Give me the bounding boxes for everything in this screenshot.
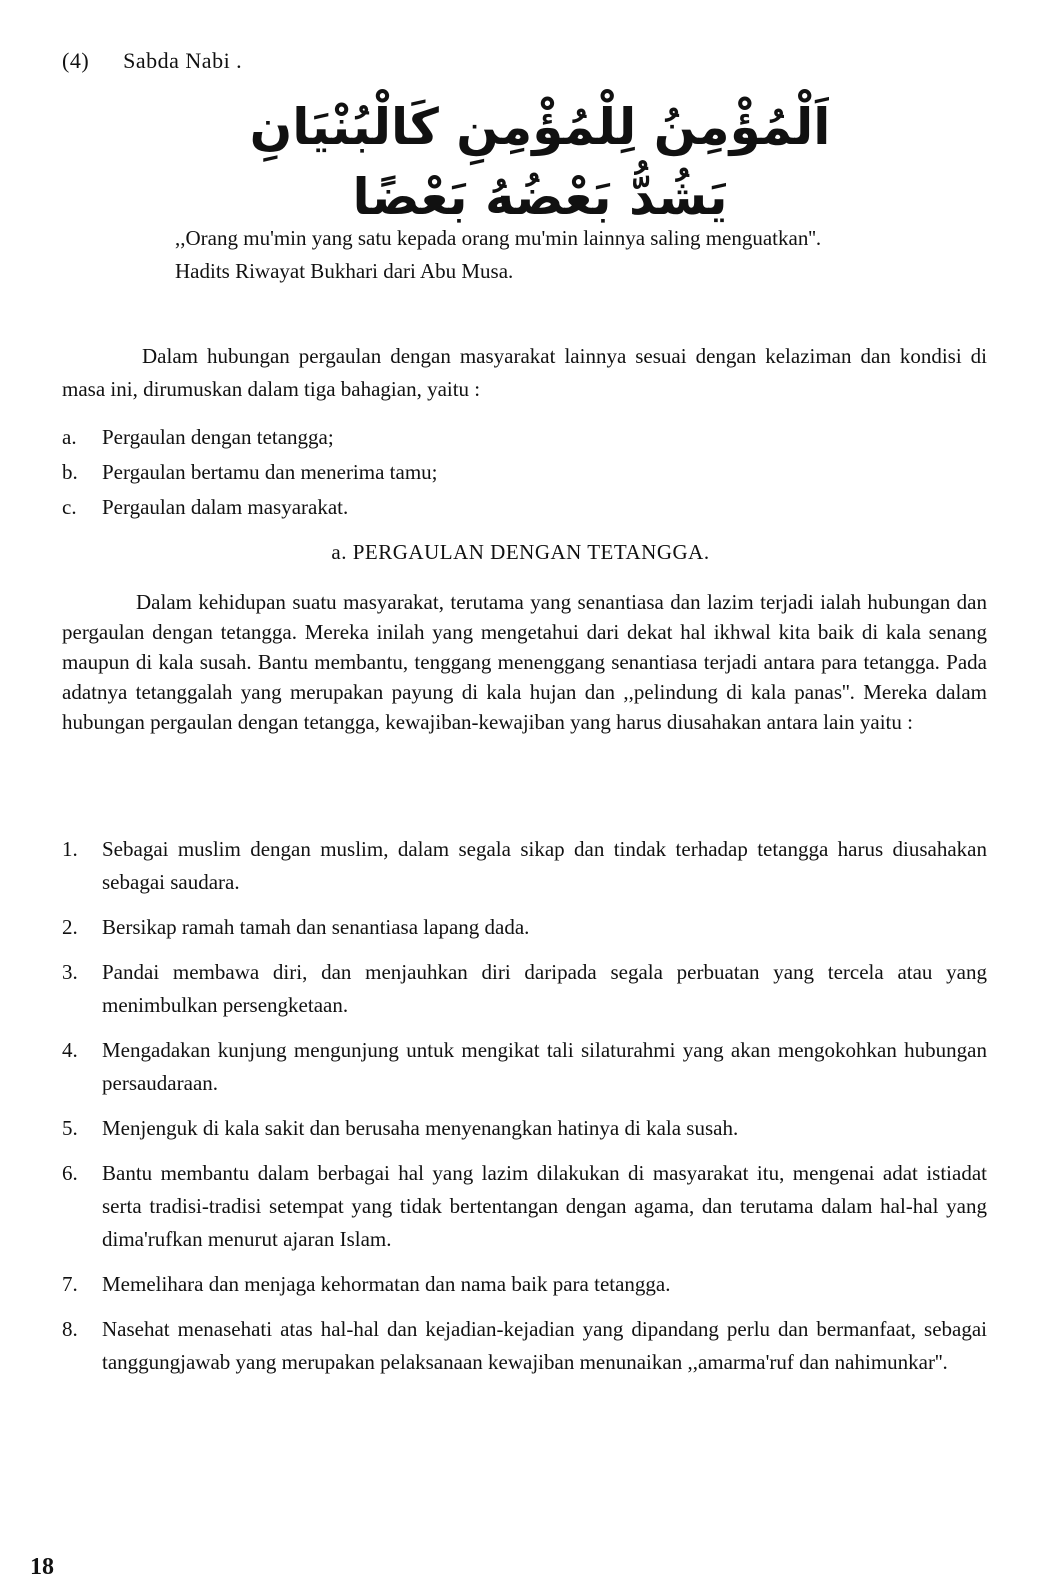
list-item-text: Pandai membawa diri, dan menjauhkan diri daripada segala perbuatan yang tercela atau yang menimbulkan persengketaan.	[102, 960, 987, 1017]
list-item	[62, 420, 962, 455]
obligation-list	[62, 833, 987, 1391]
list-marker: a.	[62, 425, 77, 449]
translation-quote: ,,Orang mu'min yang satu kepada orang mu'min lainnya saling menguatkan''.	[175, 226, 822, 250]
list-item-text: Pergaulan dalam masyarakat.	[102, 495, 349, 519]
chapter-title: Sabda Nabi .	[123, 48, 243, 73]
list-item	[62, 1313, 987, 1379]
list-item	[62, 1268, 987, 1301]
list-marker: 3.	[62, 960, 78, 984]
list-item-text: Pergaulan bertamu dan menerima tamu;	[102, 460, 438, 484]
list-item-text: Menjenguk di kala sakit dan berusaha menyenangkan hatinya di kala susah.	[102, 1116, 739, 1140]
translation-source: Hadits Riwayat Bukhari dari Abu Musa.	[175, 259, 514, 283]
list-marker: 1.	[62, 837, 78, 861]
list-item	[62, 1034, 987, 1100]
list-item-text: Memelihara dan menjaga kehormatan dan nama baik para tetangga.	[102, 1272, 671, 1296]
list-marker: 7.	[62, 1272, 78, 1296]
list-marker: b.	[62, 460, 78, 484]
list-item	[62, 911, 987, 944]
list-item	[62, 956, 987, 1022]
list-marker: 4.	[62, 1038, 78, 1062]
list-item-text: Bersikap ramah tamah dan senantiasa lapang dada.	[102, 915, 530, 939]
list-marker: 6.	[62, 1161, 78, 1185]
intro-paragraph: Dalam hubungan pergaulan dengan masyarakat lainnya sesuai dengan kelaziman dan kondisi di masa ini, dirumuskan dalam tiga bahagian, yaitu :	[62, 344, 987, 401]
list-item-text: Pergaulan dengan tetangga;	[102, 425, 334, 449]
list-item	[62, 833, 987, 899]
list-item-text: Nasehat menasehati atas hal-hal dan kejadian-kejadian yang dipandang perlu dan bermanfaat, sebagai tanggungjawab yang merupakan pelaksanaan kewajiban menunaikan ,,amarma'ruf dan nahimunkar''.	[102, 1317, 987, 1374]
list-marker: 2.	[62, 915, 78, 939]
list-item-text: Bantu membantu dalam berbagai hal yang lazim dilakukan di masyarakat itu, mengenai adat istiadat serta tradisi-tradisi setempat yang tidak bertentangan dengan agama, dan terutama dalam hal-hal yang dima'rufkan menurut ajaran Islam.	[102, 1161, 987, 1251]
list-item	[62, 490, 962, 525]
hadith-translation	[175, 222, 987, 288]
list-marker: 5.	[62, 1116, 78, 1140]
arabic-hadith: اَلْمُؤْمِنُ لِلْمُؤْمِنِ كَالْبُنْيَانِ يَشُدُّ بَعْضُهُ بَعْضًا	[249, 98, 831, 226]
category-list	[62, 420, 962, 525]
list-item-text: Sebagai muslim dengan muslim, dalam segala sikap dan tindak terhadap tetangga harus diusahakan sebagai saudara.	[102, 837, 987, 894]
list-item	[62, 455, 962, 490]
list-item-text: Mengadakan kunjung mengunjung untuk mengikat tali silaturahmi yang akan mengokohkan hubungan persaudaraan.	[102, 1038, 987, 1095]
page-header	[62, 48, 242, 74]
list-marker: 8.	[62, 1317, 78, 1341]
section-heading: a. PERGAULAN DENGAN TETANGGA.	[331, 540, 710, 564]
section-paragraph: Dalam kehidupan suatu masyarakat, terutama yang senantiasa dan lazim terjadi ialah hubungan dan pergaulan dengan tetangga. Mereka inilah yang mengetahui dari dekat hal ikhwal kita baik di kala senang maupun di kala susah. Bantu membantu, tenggang menenggang senantiasa terjadi antara para tetangga. Pada adatnya tetanggalah yang merupakan payung di kala hujan dan ,,pelindung di kala panas''. Mereka dalam hubungan pergaulan dengan tetangga, kewajiban-kewajiban yang harus diusahakan antara lain yaitu :	[62, 590, 987, 734]
list-item	[62, 1112, 987, 1145]
list-marker: c.	[62, 495, 77, 519]
chapter-number: (4)	[62, 48, 90, 73]
list-item	[62, 1157, 987, 1256]
page-number: 18	[30, 1554, 54, 1580]
